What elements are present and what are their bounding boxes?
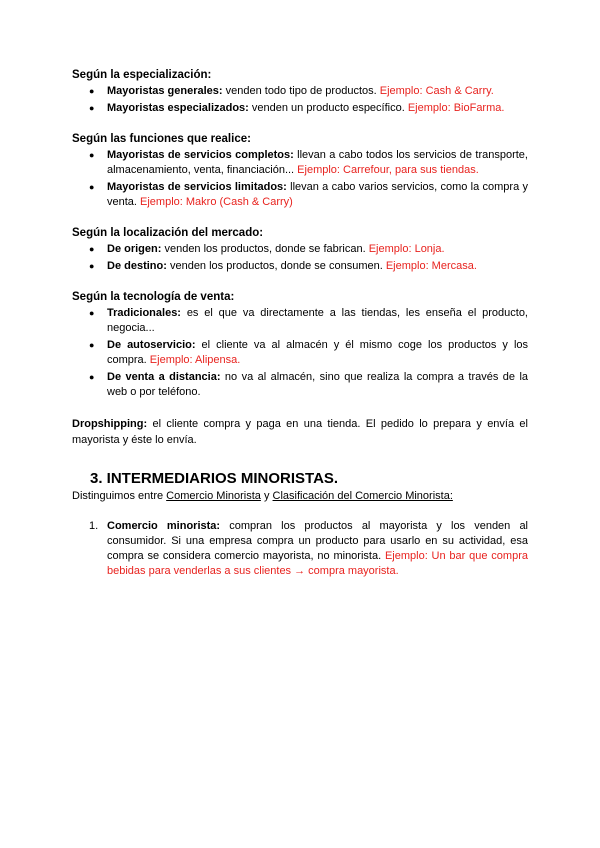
item-term: De autoservicio: — [107, 339, 196, 351]
item-text: no va al almacén, sino que realiza la compra a través de la web o por teléfono. — [107, 371, 528, 398]
link-clasificacion-comercio-minorista[interactable]: Clasificación del Comercio Minorista: — [272, 490, 453, 502]
section-title: 3. INTERMEDIARIOS MINORISTAS. — [90, 470, 339, 487]
section-localizacion — [72, 226, 528, 274]
list-item — [72, 370, 528, 400]
item-text: compran los productos al mayorista y los venden al consumidor. Si una empresa compra un producto para usarlo en su actividad, esa compra se considera comercio mayorista, no minorista. — [107, 520, 529, 562]
section-tecnologia — [72, 290, 528, 400]
item-example: Ejemplo: Makro (Cash & Carry) — [140, 196, 293, 208]
item-term: Mayoristas generales: — [107, 85, 223, 97]
item-text: venden los productos, donde se fabrican. — [161, 243, 369, 255]
section-heading: Según la especialización: — [72, 69, 212, 81]
bullet-list — [72, 148, 528, 210]
item-term: Mayoristas especializados: — [107, 102, 249, 114]
section-especializacion — [72, 68, 528, 116]
item-example: Ejemplo: Mercasa. — [385, 260, 477, 272]
dropshipping-text: el cliente compra y paga en una tienda. El pedido lo prepara y envía el mayorista y éste lo envía. — [72, 418, 528, 446]
list-item — [72, 84, 528, 99]
dropshipping-term: Dropshipping: — [72, 418, 148, 430]
item-example: Ejemplo: Alipensa. — [149, 354, 241, 366]
item-term: Tradicionales: — [107, 307, 181, 319]
item-text: venden los productos, donde se consumen. — [166, 260, 386, 272]
item-term: De venta a distancia: — [107, 371, 221, 383]
list-item — [72, 306, 528, 336]
bullet-list — [72, 242, 528, 274]
intro-mid: y — [260, 490, 273, 502]
item-term: Mayoristas de servicios limitados: — [107, 181, 287, 193]
bullet-icon: ● — [89, 340, 95, 350]
list-item — [72, 259, 528, 274]
dropshipping-paragraph — [72, 416, 528, 448]
section-heading: Según la tecnología de venta: — [72, 291, 235, 303]
item-example: Ejemplo: Un bar que compra bebidas para venderlas a sus clientes → compra mayorista. — [107, 550, 528, 577]
item-example: Ejemplo: Cash & Carry. — [379, 85, 494, 97]
bullet-icon: ● — [89, 103, 95, 113]
section-heading: Según las funciones que realice: — [72, 133, 251, 145]
section-heading: Según la localización del mercado: — [72, 227, 264, 239]
list-item — [72, 148, 528, 178]
list-item — [72, 338, 528, 368]
item-text: el cliente va al almacén y él mismo coge los productos y los compra. — [107, 339, 529, 366]
list-item — [72, 101, 528, 116]
item-example: Ejemplo: Carrefour, para sus tiendas. — [297, 164, 479, 176]
section-intro — [72, 489, 528, 504]
bullet-icon: ● — [89, 372, 95, 382]
link-comercio-minorista[interactable]: Comercio Minorista — [166, 490, 261, 502]
item-example: Ejemplo: Lonja. — [368, 243, 445, 255]
bullet-icon: ● — [89, 244, 95, 254]
bullet-icon: ● — [89, 150, 95, 160]
item-term: Comercio minorista: — [107, 520, 221, 532]
list-item — [72, 180, 528, 210]
item-term: De destino: — [107, 260, 167, 272]
bullet-icon: ● — [89, 308, 95, 318]
item-term: Mayoristas de servicios completos: — [107, 149, 294, 161]
item-term: De origen: — [107, 243, 162, 255]
bullet-icon: ● — [89, 261, 95, 271]
bullet-list — [72, 306, 528, 400]
list-item — [72, 519, 528, 579]
numbered-list — [72, 519, 528, 579]
bullet-icon: ● — [89, 86, 95, 96]
item-text: venden todo tipo de productos. — [222, 85, 380, 97]
item-text: llevan a cabo varios servicios, como la compra y venta. — [107, 181, 528, 208]
intro-prefix: Distinguimos entre — [72, 490, 167, 502]
item-example: Ejemplo: BioFarma. — [407, 102, 505, 114]
bullet-icon: ● — [89, 182, 95, 192]
item-text: venden un producto específico. — [248, 102, 408, 114]
item-text: llevan a cabo todos los servicios de transporte, almacenamiento, venta, financiación... — [107, 149, 528, 176]
section-funciones — [72, 132, 528, 210]
bullet-list — [72, 84, 528, 116]
list-item — [72, 242, 528, 257]
item-text: es el que va directamente a las tiendas, les enseña el producto, negocia... — [107, 307, 528, 334]
item-number: 1. — [89, 520, 99, 532]
